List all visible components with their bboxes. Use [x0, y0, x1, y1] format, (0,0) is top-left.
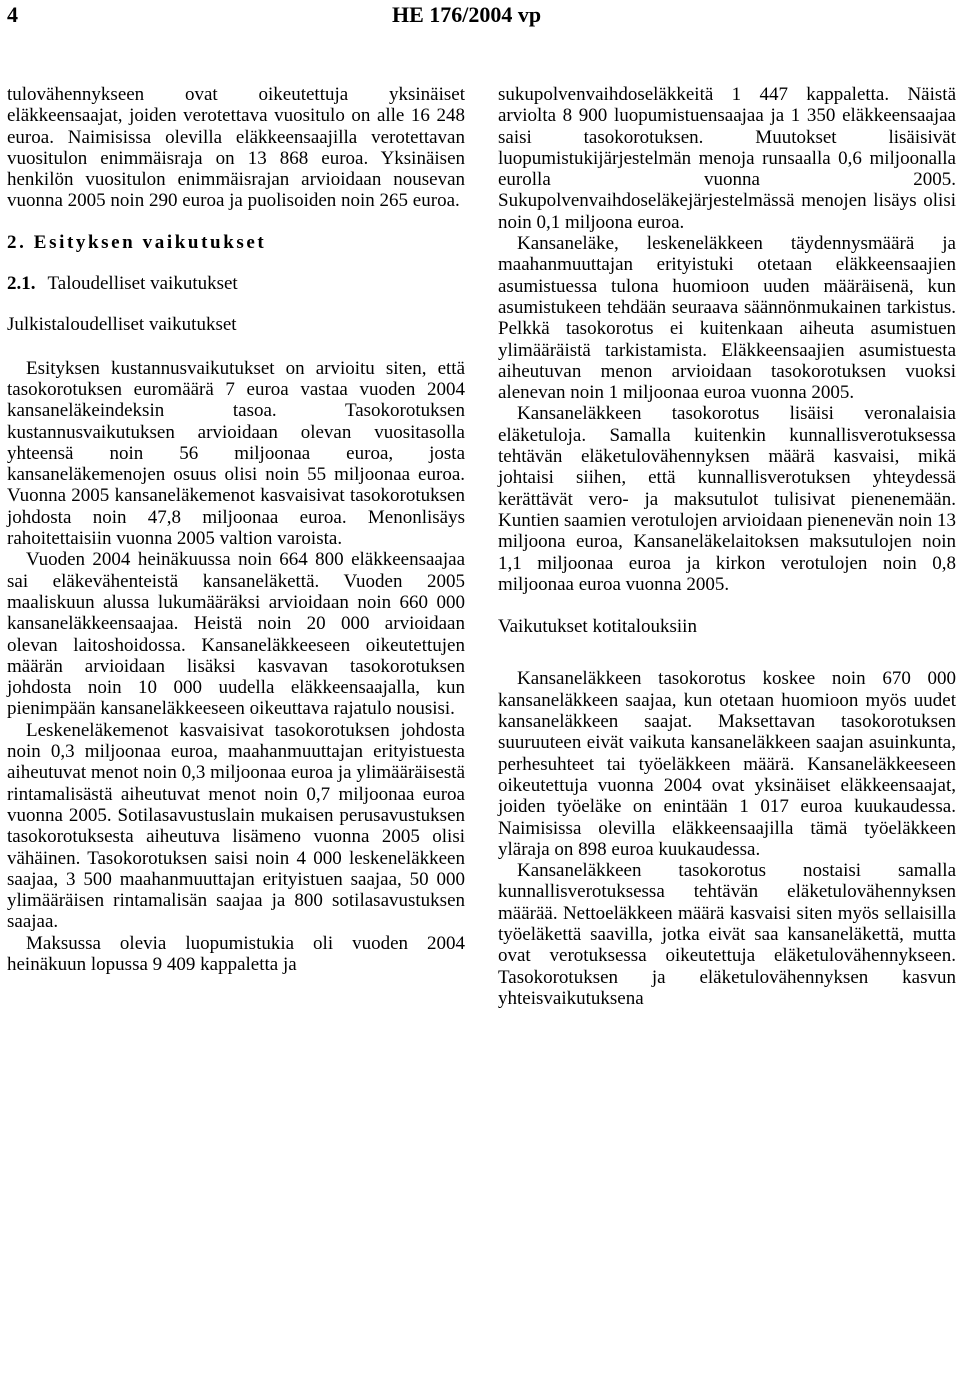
page-header	[0, 0, 960, 36]
subsection-number: 2.1.	[7, 273, 36, 295]
paragraph: Kansaneläke, leskeneläkkeen täydennysmäärä ja maahanmuuttajan erityistuki otetaan eläkkeensaajien asumistuessa tulona huomioon uuden määräisenä, kun asumistukeen tehdään seuraava säännönmukainen tarkistus. Pelkkä tasokorotus ei kuitenkaan aiheuta asumistuen ylimääräistä tarkistamista. Eläkkeensaajien asumistuesta aiheutuvan menon arvioidaan tasokorotuksen vuoksi alenevan noin 1 miljoonaa euroa vuonna 2005.	[498, 233, 956, 404]
paragraph: Kansaneläkkeen tasokorotus lisäisi veronalaisia eläketuloja. Samalla kuitenkin kunnallisverotuksessa tehtävän eläketulovähennyksen määrä kasvaisi, mikä johtaisi siihen, että kunnallisverotuksen yhteydessä kerättävät vero- ja maksutulot tulisivat pienenemään. Kuntien saamien verotulojen arvioidaan pienenevän noin 13 miljoona euroa, Kansaneläkelaitoksen maksutulojen noin 1,1 miljoonaa euroa ja kirkon verotulojen noin 0,8 miljoonaa euroa vuonna 2005.	[498, 403, 956, 595]
paragraph: sukupolvenvaihdoseläkkeitä 1 447 kappaletta. Näistä arviolta 8 900 luopumistuensaajaa ja 1 350 eläkkeensaajaa saisi tasokorotuksen. Muutokset lisäisivät luopumistukijärjestelmän menoja runsaalla 0,6 miljoonalla eurolla vuonna 2005. Sukupolvenvaihdoseläkejärjestelmässä menojen lisäys olisi noin 0,1 miljoona euroa.	[498, 84, 956, 233]
paragraph: Vuoden 2004 heinäkuussa noin 664 800 eläkkeensaajaa sai eläkevähenteistä kansaneläkettä. Vuoden 2005 maaliskuun alussa lukumääräksi arvioidaan noin 660 000 kansaneläkkeensaajaa. Heistä noin 20 000 arvioidaan olevan laitoshoidossa. Kansaneläkkeeseen oikeutettujen määrän arvioidaan lisäksi kasvavan tasokorotuksen johdosta noin 10 000 uudella eläkkeensaajalla, kun pienimpään kansaneläkkeeseen oikeuttava rajatulo nousisi.	[7, 549, 465, 720]
subsection-title: Taloudelliset vaikutukset	[47, 273, 238, 295]
subsection-heading-households: Vaikutukset kotitalouksiin	[498, 616, 697, 638]
document-id: HE 176/2004 vp	[392, 2, 542, 27]
paragraph: Esityksen kustannusvaikutukset on arvioitu siten, että tasokorotuksen euromäärä 7 euroa vastaa vuoden 2004 kansaneläkeindeksin tasoa. Tasokorotuksen kustannusvaikutuksen arvioidaan olevan vuositasolla yhteensä noin 56 miljoonaa euroa, josta kansaneläkemenojen osuus olisi noin 55 miljoonaa euroa. Vuonna 2005 kansaneläkemenot kasvaisivat tasokorotuksen johdosta noin 47,8 miljoonaa euroa. Menonlisäys rahoitettaisiin vuonna 2005 valtion varoista.	[7, 357, 465, 550]
subsection-heading	[7, 273, 465, 294]
right-column	[498, 84, 956, 1009]
paragraph: Maksussa olevia luopumistukia oli vuoden 2004 heinäkuun lopussa 9 409 kappaletta ja	[7, 932, 465, 975]
page-number: 4	[7, 2, 18, 27]
paragraph-intro: tulovähennykseen ovat oikeutettuja yksinäiset eläkkeensaajat, joiden verotettava vuositulo on alle 16 248 euroa. Naimisissa olevilla eläkkeensaajilla verotettavan vuositulon enimmäisraja on 13 868 euroa. Yksinäisen henkilön vuositulon enimmäisrajan arvioidaan nousevan vuonna 2005 noin 290 euroa ja puolisoiden noin 265 euroa.	[7, 84, 465, 212]
paragraph: Leskeneläkemenot kasvaisivat tasokorotuksen johdosta noin 0,3 miljoonaa euroa, maahanmuuttajan erityistuesta aiheutuvat menot noin 0,3 miljoonaa euroa ja ylimääräisestä rintamalisästä aiheutuvat menot noin 0,7 miljoonaa euroa vuonna 2005. Sotilasavustuslain mukaisen perusavustuksen tasokorotuksesta aiheutuva lisämeno vuonna 2005 olisi vähäinen. Tasokorotuksen saisi noin 4 000 leskeneläkkeen saajaa, 3 500 maahanmuuttajan erityistuen saajaa, 50 000 ylimääräisen rintamalisän saajaa ja 800 sotilasavustuksen saajaa.	[7, 719, 465, 933]
section-heading: 2. Esityksen vaikutukset	[7, 231, 267, 253]
sub-subsection-heading: Julkistaloudelliset vaikutukset	[7, 314, 237, 336]
paragraph: Kansaneläkkeen tasokorotus koskee noin 670 000 kansaneläkkeen saajaa, kun otetaan huomioon myös uudet kansaneläkkeen saajat. Maksettavan tasokorotuksen suuruuteen eivät vaikuta kansaneläkkeen saajan asuinkunta, perhesuhteet tai työeläkkeen määrä. Kansaneläkkeeseen oikeutettuja vuonna 2004 ovat yksinäiset eläkkeensaajat, joiden työeläke on enintään 1 017 euroa kuukaudessa. Naimisissa olevilla eläkkeensaajilla tämä työeläkkeen yläraja on 898 euroa kuukaudessa.	[498, 668, 956, 860]
left-column	[7, 84, 465, 975]
paragraph: Kansaneläkkeen tasokorotus nostaisi samalla kunnallisverotuksessa tehtävän eläketulovähennyksen määrää. Nettoeläkkeen määrä kasvaisi siten myös sellaisilla työeläkettä saavilla, jotka eivät saa kansaneläkettä, mutta ovat verotuksessa oikeutettuja eläketulovähennykseen. Tasokorotuksen ja eläketulovähennyksen kasvun yhteisvaikutuksena	[498, 860, 956, 1009]
